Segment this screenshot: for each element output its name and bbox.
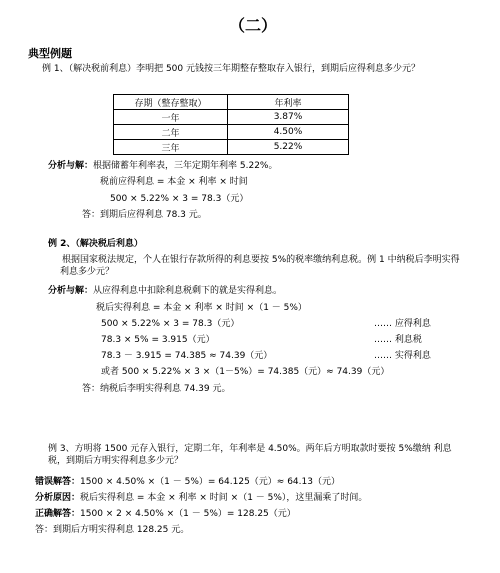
ex2-step-2-note: …… 利息税 bbox=[374, 335, 422, 345]
ex2-step-3-note: …… 实得利息 bbox=[374, 351, 431, 361]
ex2-question: 根据国家税法规定，个人在银行存款所得的利息要按 5%的税率缴纳利息税。例 1 中纳税后李明实得利息多少元？ bbox=[60, 255, 460, 277]
ex1-calc: 500 × 5.22% × 3 = 78.3（元） bbox=[110, 194, 249, 204]
table-header-row bbox=[114, 95, 349, 110]
ex2-step-3: 78.3 － 3.915 = 74.385 ≈ 74.39（元） bbox=[101, 351, 273, 361]
analysis-label: 分析与解： bbox=[48, 161, 94, 171]
table-row bbox=[114, 110, 349, 125]
reason-text: 税后实得利息 = 本金 × 利率 × 时间 ×（1 － 5%），这里漏乘了时间。 bbox=[80, 493, 368, 503]
table-header: 年利率 bbox=[228, 95, 349, 110]
ex2-answer: 答：纳税后李明实得利息 74.39 元。 bbox=[82, 384, 231, 394]
ex2-title: 例 2、（解决税后利息） bbox=[48, 239, 143, 249]
ex3-question: 例 3、方明将 1500 元存入银行，定期二年，年利率是 4.50%。两年后方明取款时要按 5%缴纳 利息税，到期后方明实得利息多少元？ bbox=[48, 444, 452, 466]
table-cell: 三年 bbox=[114, 140, 228, 155]
interest-rate-table bbox=[113, 94, 349, 155]
ex3-correct-solution bbox=[35, 508, 296, 520]
reason-label: 分析原因： bbox=[35, 493, 81, 503]
table-row bbox=[114, 125, 349, 140]
ex3-reason bbox=[35, 492, 367, 504]
section-heading: 典型例题 bbox=[28, 47, 72, 60]
ex2-step-1-note: …… 应得利息 bbox=[374, 319, 431, 329]
ex2-step-2: 78.3 × 5% = 3.915（元） bbox=[101, 335, 215, 345]
table-row bbox=[114, 140, 349, 155]
ex3-answer: 答：到期后方明实得利息 128.25 元。 bbox=[35, 525, 190, 535]
ex2-analysis bbox=[48, 285, 282, 297]
table-cell: 5.22% bbox=[228, 140, 349, 155]
table-cell: 4.50% bbox=[228, 125, 349, 140]
ex2-step-1: 500 × 5.22% × 3 = 78.3（元） bbox=[101, 319, 240, 329]
ex1-formula: 税前应得利息 = 本金 × 利率 × 时间 bbox=[100, 177, 248, 187]
correct-text: 1500 × 2 × 4.50% ×（1 － 5%）= 128.25（元） bbox=[80, 509, 296, 519]
ex1-question: 例 1、（解决税前利息）李明把 500 元钱按三年期整存整取存入银行，到期后应得利息多少元？ bbox=[42, 64, 420, 74]
ex1-analysis bbox=[48, 160, 277, 172]
table-cell: 一年 bbox=[114, 110, 228, 125]
page-title: （二） bbox=[229, 16, 278, 35]
ex2-alternative: 或者 500 × 5.22% × 3 ×（1－5%）= 74.385（元）≈ 74.39（元） bbox=[101, 367, 390, 377]
wrong-label: 错误解答： bbox=[35, 477, 81, 487]
ex2-formula: 税后实得利息 = 本金 × 利率 × 时间 ×（1 － 5%） bbox=[96, 303, 307, 313]
analysis-text: 从应得利息中扣除利息税剩下的就是实得利息。 bbox=[93, 286, 283, 296]
ex3-wrong-solution bbox=[35, 476, 340, 488]
ex1-answer: 答：到期后应得利息 78.3 元。 bbox=[82, 210, 207, 220]
table-cell: 3.87% bbox=[228, 110, 349, 125]
wrong-text: 1500 × 4.50% ×（1 － 5%）= 64.125（元）≈ 64.13（元） bbox=[80, 477, 340, 487]
table-header: 存期（整存整取） bbox=[114, 95, 228, 110]
analysis-label: 分析与解： bbox=[48, 286, 94, 296]
correct-label: 正确解答： bbox=[35, 509, 81, 519]
analysis-text: 根据储蓄年利率表，三年定期年利率 5.22%。 bbox=[93, 161, 278, 171]
table-cell: 二年 bbox=[114, 125, 228, 140]
